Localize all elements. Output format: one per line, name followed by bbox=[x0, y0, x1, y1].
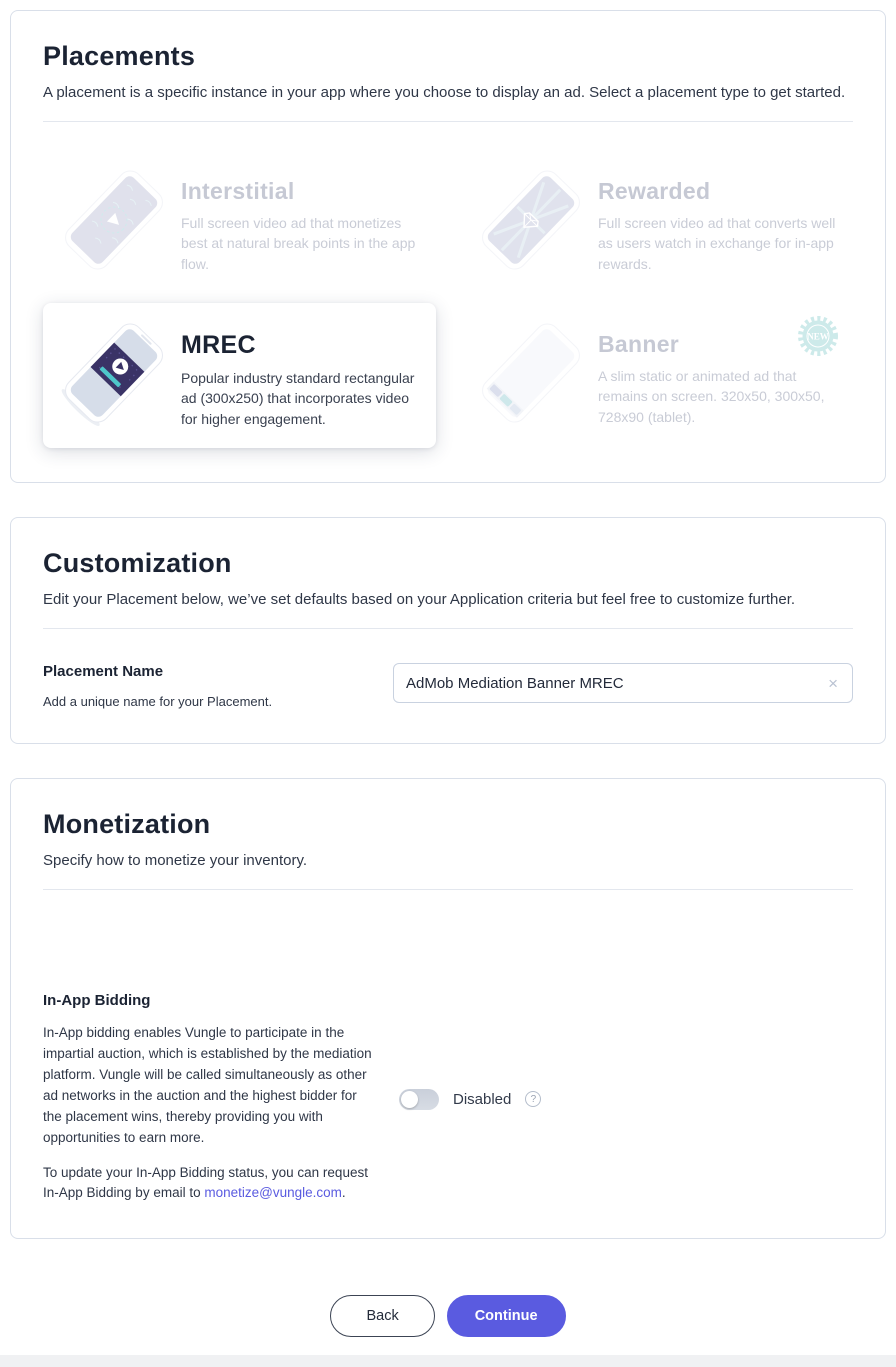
in-app-bidding-note: To update your In-App Bidding status, you can request In-App Bidding by email to monetize@vungle.com. bbox=[43, 1164, 368, 1201]
placement-name-help: Add a unique name for your Placement. bbox=[43, 694, 273, 709]
rewarded-title: Rewarded bbox=[598, 178, 711, 204]
interstitial-description: Full screen video ad that monetizes best at natural break points in the app flow. bbox=[181, 215, 416, 272]
rewarded-description: Full screen video ad that converts well as users watch in exchange for in-app rewards. bbox=[598, 215, 836, 272]
monetization-card bbox=[10, 778, 886, 1239]
placement-type-mrec[interactable] bbox=[43, 303, 436, 448]
in-app-bidding-label: In-App Bidding bbox=[43, 992, 151, 1009]
monetization-title: Monetization bbox=[43, 809, 211, 839]
placements-card bbox=[10, 10, 886, 483]
placement-type-interstitial[interactable] bbox=[43, 150, 436, 295]
customization-card bbox=[10, 517, 886, 744]
monetization-subtitle: Specify how to monetize your inventory. bbox=[43, 852, 308, 869]
page-bottom-strip bbox=[0, 1355, 896, 1367]
placements-title: Placements bbox=[43, 41, 196, 71]
in-app-bidding-status: Disabled bbox=[453, 1090, 512, 1108]
customization-subtitle: Edit your Placement below, we’ve set defaults based on your Application criteria but feel free to customize further. bbox=[43, 591, 796, 608]
mrec-title: MREC bbox=[181, 331, 256, 359]
mrec-description: Popular industry standard rectangular ad (300x250) that incorporates video for higher engagement. bbox=[181, 370, 415, 427]
interstitial-title: Interstitial bbox=[181, 178, 295, 204]
placement-name-row bbox=[43, 663, 853, 709]
back-button[interactable]: Back bbox=[330, 1295, 434, 1337]
interstitial-phone-illustration bbox=[53, 164, 175, 281]
in-app-bidding-description: In-App bidding enables Vungle to participate in the impartial auction, which is established by the mediation platform. Vungle will be called simultaneously as other ad networks in the auction and the highest bidder for the placement wins, thereby providing you with opportunities to earn more. bbox=[43, 1025, 372, 1145]
placement-type-rewarded[interactable] bbox=[460, 150, 853, 295]
rewarded-phone-illustration bbox=[470, 164, 592, 281]
in-app-bidding-toggle[interactable] bbox=[399, 1089, 439, 1110]
placement-name-label: Placement Name bbox=[43, 663, 164, 680]
monetize-email-link[interactable]: monetize@vungle.com bbox=[204, 1185, 342, 1201]
in-app-bidding-row bbox=[43, 992, 853, 1204]
clear-input-icon[interactable]: × bbox=[828, 673, 838, 693]
divider bbox=[43, 628, 853, 629]
placement-type-banner[interactable] bbox=[460, 303, 853, 448]
toggle-knob bbox=[401, 1091, 418, 1108]
new-badge bbox=[797, 315, 839, 362]
footer-actions bbox=[10, 1273, 886, 1355]
divider bbox=[43, 121, 853, 122]
placements-subtitle: A placement is a specific instance in your app where you choose to display an ad. Select a placement type to get started. bbox=[43, 84, 846, 101]
placement-name-input[interactable] bbox=[406, 675, 826, 692]
mrec-phone-illustration bbox=[53, 317, 175, 434]
banner-description: A slim static or animated ad that remains on screen. 320x50, 300x50, 728x90 (tablet). bbox=[598, 368, 825, 425]
customization-title: Customization bbox=[43, 548, 232, 578]
svg-text:NEW: NEW bbox=[807, 331, 829, 342]
help-icon[interactable]: ? bbox=[525, 1091, 541, 1107]
continue-button[interactable]: Continue bbox=[447, 1295, 566, 1337]
banner-phone-illustration bbox=[470, 317, 592, 434]
placement-type-grid bbox=[43, 150, 853, 448]
placement-name-input-wrapper bbox=[393, 663, 853, 703]
divider bbox=[43, 889, 853, 890]
banner-title: Banner bbox=[598, 331, 680, 357]
